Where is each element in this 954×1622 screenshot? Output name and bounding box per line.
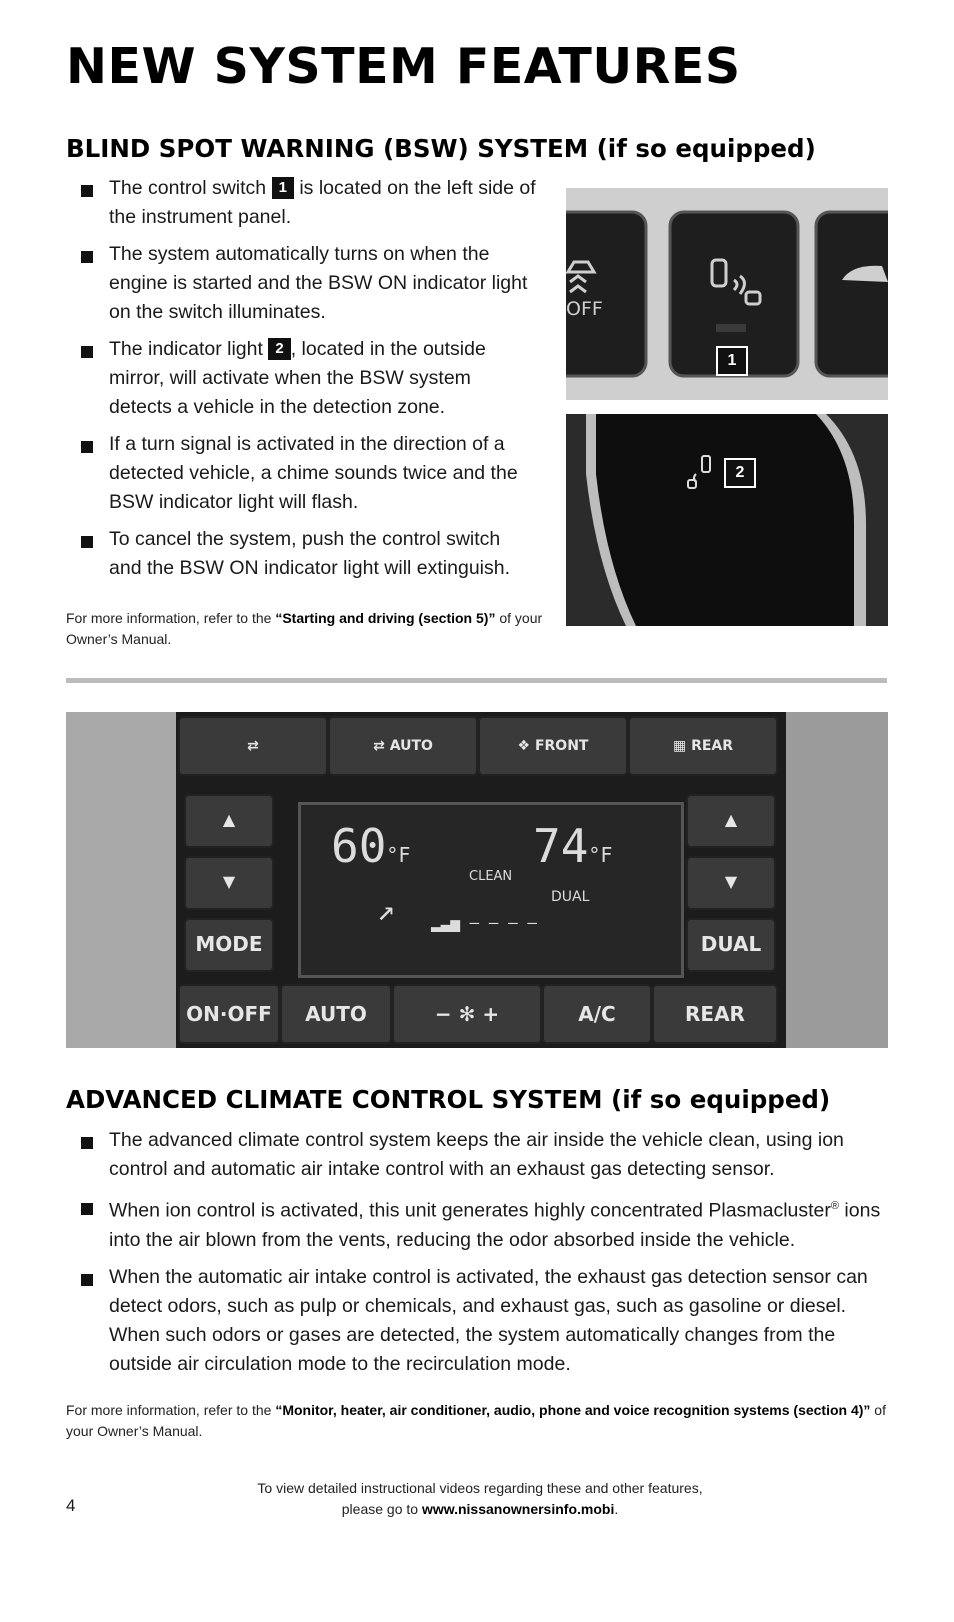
auto-intake-button[interactable] xyxy=(328,716,478,776)
panel-trim-right xyxy=(786,712,888,1048)
recirculation-icon: ⇄ xyxy=(247,738,259,754)
callout-1: 1 xyxy=(716,346,748,376)
acc-note-text: For more information, refer to the xyxy=(66,1402,276,1418)
bsw-switch-photo xyxy=(566,188,888,400)
registered-mark: ® xyxy=(830,1200,839,1212)
page-number: 4 xyxy=(66,1496,76,1515)
acc-bullet-list xyxy=(66,1126,888,1387)
acc-bullet-3: When the automatic air intake control is activated, the exhaust gas detection sensor can detect odors, such as pulp or chemicals, and exhaust gas, such as gasoline or diesel. When such odors or gases are detected, the system automatically changes from the outside air circulation mode to the recirculation mode. xyxy=(66,1263,888,1379)
down-arrow-icon: ▼ xyxy=(222,872,236,891)
acc-bullet-2-text-b: ions into the air blown from the vents, reducing the odor absorbed inside the vehicle. xyxy=(109,1199,881,1251)
fan-increase-button[interactable]: + xyxy=(482,1002,500,1026)
acc-bullet-2-text-a: When ion control is activated, this unit generates highly concentrated Plasmacluster xyxy=(109,1199,831,1222)
passenger-temp-up-button[interactable] xyxy=(686,794,776,848)
bsw-bullet-2: The system automatically turns on when the engine is started and the BSW ON indicator light on the switch illuminates. xyxy=(66,240,536,327)
bsw-note-text: For more information, refer to the xyxy=(66,610,276,626)
auto-intake-label: AUTO xyxy=(389,738,433,754)
bsw-bullet-5: To cancel the system, push the control switch and the BSW ON indicator light will extinguish. xyxy=(66,525,536,583)
section-divider xyxy=(66,678,887,683)
footer-line-2 xyxy=(180,1499,780,1520)
bsw-heading: BLIND SPOT WARNING (BSW) SYSTEM (if so equipped) xyxy=(66,134,816,163)
front-defrost-label: FRONT xyxy=(534,738,589,754)
passenger-temp-down-button[interactable] xyxy=(686,856,776,910)
bsw-bullet-1-text-b: is located on the left side of the instrument panel. xyxy=(109,177,536,228)
passenger-temp-unit: °F xyxy=(588,843,613,867)
bsw-bullet-1 xyxy=(66,174,536,232)
rear-defrost-label: REAR xyxy=(691,738,734,754)
driver-temp-unit: °F xyxy=(386,843,411,867)
callout-1-badge: 1 xyxy=(272,177,294,199)
bsw-bullet-1-text-a: The control switch xyxy=(109,177,267,199)
climate-display xyxy=(298,802,684,978)
rear-defrost-button[interactable] xyxy=(628,716,778,776)
acc-note-section: “Monitor, heater, air conditioner, audio, phone and voice recognition systems (section 4)” xyxy=(275,1402,871,1418)
footer-line-2-text: please go to xyxy=(341,1501,422,1517)
mirror-illustration xyxy=(566,414,888,626)
mode-button[interactable]: MODE xyxy=(184,918,274,972)
rear-defrost-icon: ▦ xyxy=(672,738,692,754)
bsw-bullet-4: If a turn signal is activated in the direction of a detected vehicle, a chime sounds twice and the BSW indicator light will flash. xyxy=(66,430,536,517)
callout-2: 2 xyxy=(724,458,756,488)
front-defrost-button[interactable] xyxy=(478,716,628,776)
ac-button[interactable]: A/C xyxy=(542,984,652,1044)
climate-panel-photo xyxy=(66,712,888,1048)
down-arrow-icon: ▼ xyxy=(724,872,738,891)
airflow-icon: ↗ xyxy=(377,893,396,928)
front-defrost-icon: ❖ xyxy=(517,738,535,754)
off-label: OFF xyxy=(566,298,603,320)
bsw-note-section: “Starting and driving (section 5)” xyxy=(275,610,496,626)
footer-line-1: To view detailed instructional videos regarding these and other features, xyxy=(257,1480,703,1496)
clean-indicator: CLEAN xyxy=(469,869,513,884)
acc-bullet-1: The advanced climate control system keeps the air inside the vehicle clean, using ion control and automatic air intake control with an exhaust gas detecting sensor. xyxy=(66,1126,888,1184)
bsw-bullet-3-text-a: The indicator light xyxy=(109,338,263,360)
bsw-bullet-list xyxy=(66,174,536,591)
callout-2-badge: 2 xyxy=(268,338,290,360)
driver-temp: 60 xyxy=(331,819,387,873)
bsw-bullet-3-text-b: , located in the outside mirror, will activate when the BSW system detects a vehicle in the detection zone. xyxy=(109,338,486,418)
fan-icon: ✻ xyxy=(458,1002,483,1026)
acc-reference-note xyxy=(66,1400,896,1442)
bsw-reference-note xyxy=(66,608,546,650)
fan-speed-bars: ▂▃▅ ‒ ‒ ‒ ‒ xyxy=(431,913,537,932)
up-arrow-icon: ▲ xyxy=(724,810,738,829)
passenger-temp: 74 xyxy=(533,819,589,873)
dual-button[interactable]: DUAL xyxy=(686,918,776,972)
rear-button[interactable]: REAR xyxy=(652,984,778,1044)
bsw-note-tail: of your Owner’s Manual. xyxy=(66,610,543,647)
acc-note-tail: of your Owner’s Manual. xyxy=(66,1402,886,1439)
fan-speed-control[interactable] xyxy=(392,984,542,1044)
bsw-bullet-3 xyxy=(66,335,536,422)
footer-note xyxy=(180,1478,780,1520)
footer-line-2-tail: . xyxy=(614,1501,619,1517)
fan-decrease-button[interactable]: − xyxy=(434,1002,452,1026)
driver-temp-down-button[interactable] xyxy=(184,856,274,910)
bsw-mirror-photo xyxy=(566,414,888,626)
up-arrow-icon: ▲ xyxy=(222,810,236,829)
driver-temp-up-button[interactable] xyxy=(184,794,274,848)
panel-trim-left xyxy=(66,712,176,1048)
auto-intake-icon: ⇄ xyxy=(373,738,390,754)
dual-indicator: DUAL xyxy=(551,889,590,905)
owners-info-link[interactable]: www.nissanownersinfo.mobi xyxy=(421,1501,615,1517)
recirculation-button[interactable] xyxy=(178,716,328,776)
acc-bullet-2 xyxy=(66,1192,888,1255)
page-title: NEW SYSTEM FEATURES xyxy=(66,38,741,95)
auto-button[interactable]: AUTO xyxy=(280,984,392,1044)
on-off-button[interactable]: ON·OFF xyxy=(178,984,280,1044)
acc-heading: ADVANCED CLIMATE CONTROL SYSTEM (if so equipped) xyxy=(66,1085,831,1114)
